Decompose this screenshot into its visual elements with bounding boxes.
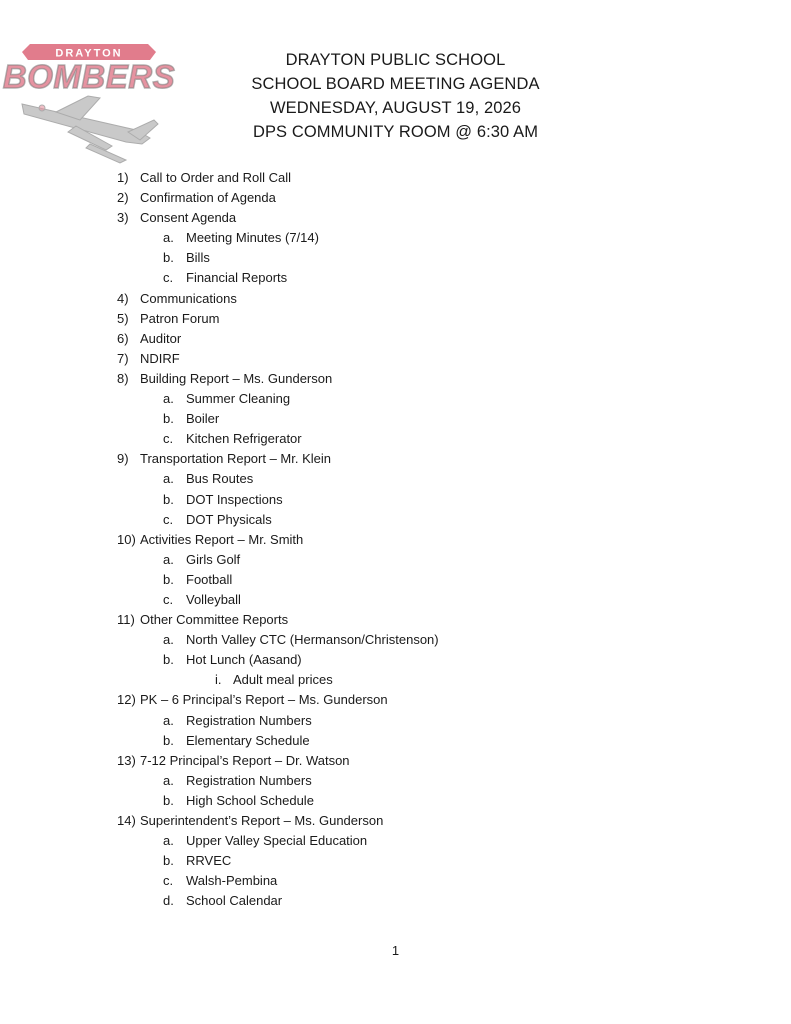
agenda-subitem [0, 891, 791, 911]
agenda-subitem-letter: b. [163, 792, 174, 808]
agenda-subitem [0, 851, 791, 871]
agenda-item-text: Building Report – Ms. Gunderson [140, 370, 333, 386]
meeting-date: WEDNESDAY, AUGUST 19, 2026 [269, 99, 522, 117]
agenda-item-text: Transportation Report – Mr. Klein [140, 451, 331, 467]
agenda-subitem-letter: a. [163, 230, 174, 246]
agenda-subitem [0, 510, 791, 530]
agenda-item-text: 7-12 Principal’s Report – Dr. Watson [140, 752, 350, 768]
agenda-subitem-text: Meeting Minutes (7/14) [186, 230, 319, 246]
agenda-item-text: PK – 6 Principal’s Report – Ms. Gunderson [140, 692, 388, 708]
agenda-item [0, 188, 791, 208]
agenda-subitem-text: Bus Routes [186, 471, 254, 487]
agenda-item [0, 530, 791, 550]
agenda-item-number: 7) [117, 350, 129, 366]
agenda-item [0, 289, 791, 309]
agenda-subitem-text: Girls Golf [186, 551, 241, 567]
agenda-item-number: 3) [117, 210, 129, 226]
agenda-subitem-letter: c. [163, 511, 174, 527]
agenda-subitem-text: High School Schedule [186, 792, 314, 808]
agenda-subitem-letter: c. [163, 873, 174, 889]
agenda-item-number: 1) [117, 170, 129, 185]
agenda-subitem-letter: a. [163, 471, 174, 487]
agenda-item-number: 11) [117, 612, 135, 628]
agenda-subitem [0, 389, 791, 409]
agenda-item [0, 329, 791, 349]
agenda-subitem [0, 570, 791, 590]
agenda-item [0, 349, 791, 369]
agenda-subitem [0, 429, 791, 449]
agenda-item-text: Call to Order and Roll Call [140, 170, 292, 185]
agenda-item-text: Activities Report – Mr. Smith [140, 531, 304, 547]
agenda-subitem-text: Football [186, 571, 233, 587]
agenda-subitem-letter: a. [163, 772, 174, 788]
agenda-item-number: 14) [117, 813, 136, 828]
agenda-subitem-letter: c. [163, 270, 174, 286]
agenda-subitem-text: Bills [186, 250, 210, 266]
agenda-item-text: Superintendent’s Report – Ms. Gunderson [140, 813, 384, 828]
agenda-subitem-text: Hot Lunch (Aasand) [186, 652, 302, 668]
agenda-subitem-letter: a. [163, 712, 174, 728]
agenda-subsubitem [0, 670, 791, 690]
agenda-subitem-letter: d. [163, 893, 174, 909]
agenda-subitem-letter: b. [163, 732, 174, 748]
agenda-subitem-letter: b. [163, 250, 174, 266]
logo-main-text: BOMBERS [2, 58, 176, 95]
agenda-subitem [0, 650, 791, 670]
agenda-subitem-letter: b. [163, 411, 174, 427]
agenda-subitem [0, 831, 791, 851]
agenda-subitem-text: Upper Valley Special Education [186, 833, 368, 849]
agenda-subitem [0, 469, 791, 489]
meeting-location: DPS COMMUNITY ROOM @ 6:30 AM [252, 123, 539, 141]
agenda-item-text: Communications [140, 290, 237, 306]
agenda-subitem-text: Summer Cleaning [186, 391, 291, 407]
agenda-item [0, 811, 791, 831]
agenda-subitem-letter: b. [163, 652, 174, 668]
agenda-subitem-text: Registration Numbers [186, 772, 312, 788]
agenda-item-number: 9) [117, 451, 129, 467]
agenda-subitem [0, 409, 791, 429]
agenda-subitem-letter: a. [163, 391, 174, 407]
agenda-subitem-text: Boiler [186, 411, 220, 427]
agenda-item [0, 208, 791, 228]
agenda-item-text: Other Committee Reports [140, 612, 289, 628]
agenda-subitem-letter: a. [163, 632, 174, 648]
agenda-subitem-text: School Calendar [186, 893, 283, 909]
agenda-subitem [0, 731, 791, 751]
agenda-subitem-letter: b. [163, 853, 174, 869]
agenda-item [0, 309, 791, 329]
agenda-item-number: 12) [117, 692, 136, 708]
agenda-subitem-text: RRVEC [186, 853, 232, 869]
agenda-subsubitem-text: Adult meal prices [233, 672, 333, 688]
agenda-subitem-letter: b. [163, 491, 174, 507]
agenda-subitem [0, 268, 791, 288]
agenda-item-number: 10) [117, 531, 136, 547]
agenda-list [0, 168, 791, 911]
agenda-item [0, 449, 791, 469]
agenda-subitem-letter: a. [163, 833, 174, 849]
agenda-header [0, 48, 791, 144]
agenda-subitem-text: Elementary Schedule [186, 732, 310, 748]
agenda-subitem [0, 791, 791, 811]
agenda-subitem-text: North Valley CTC (Hermanson/Christenson) [186, 632, 439, 648]
agenda-item-number: 5) [117, 310, 129, 326]
agenda-subitem-letter: b. [163, 571, 174, 587]
agenda-item-text: Patron Forum [140, 310, 220, 326]
agenda-subitem-letter: c. [163, 431, 174, 447]
agenda-subitem-letter: c. [163, 591, 174, 607]
school-name: DRAYTON PUBLIC SCHOOL [285, 51, 506, 69]
agenda-item-number: 2) [117, 190, 129, 206]
agenda-subitem-text: Financial Reports [186, 270, 288, 286]
agenda-item-text: Confirmation of Agenda [140, 190, 276, 206]
agenda-item-number: 8) [117, 370, 129, 386]
agenda-subitem-letter: a. [163, 551, 174, 567]
agenda-title: SCHOOL BOARD MEETING AGENDA [251, 75, 540, 93]
agenda-subitem [0, 871, 791, 891]
agenda-item-text: Consent Agenda [140, 210, 237, 226]
agenda-subitem [0, 711, 791, 731]
agenda-subitem [0, 550, 791, 570]
page-number: 1 [391, 943, 400, 958]
agenda-item [0, 751, 791, 771]
agenda-subitem [0, 490, 791, 510]
agenda-item-number: 4) [117, 290, 129, 306]
agenda-item [0, 168, 791, 188]
agenda-subitem [0, 630, 791, 650]
agenda-subitem [0, 590, 791, 610]
agenda-item-text: Auditor [140, 330, 182, 346]
agenda-subitem-text: DOT Inspections [186, 491, 283, 507]
agenda-subitem-text: Kitchen Refrigerator [186, 431, 302, 447]
agenda-subitem-text: DOT Physicals [186, 511, 272, 527]
agenda-subsubitem-numeral: i. [215, 672, 222, 688]
agenda-item [0, 369, 791, 389]
agenda-subitem-text: Volleyball [186, 591, 241, 607]
agenda-subitem-text: Registration Numbers [186, 712, 312, 728]
agenda-item-number: 13) [117, 752, 136, 768]
agenda-item [0, 690, 791, 710]
agenda-item-text: NDIRF [140, 350, 180, 366]
logo-top-text: DRAYTON [55, 47, 123, 60]
agenda-subitem [0, 771, 791, 791]
agenda-item [0, 610, 791, 630]
agenda-subitem [0, 228, 791, 248]
agenda-subitem-text: Walsh-Pembina [186, 873, 278, 889]
agenda-subitem [0, 248, 791, 268]
agenda-item-number: 6) [117, 330, 129, 346]
